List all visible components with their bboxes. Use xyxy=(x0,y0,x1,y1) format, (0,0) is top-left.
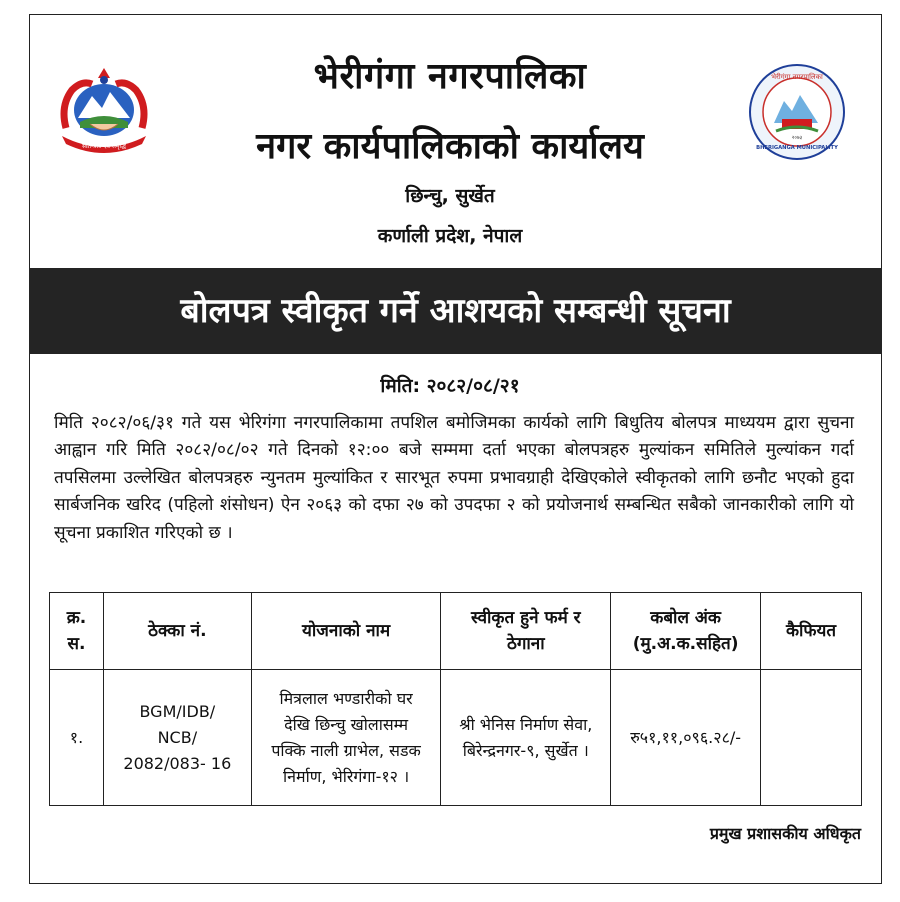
svg-text:२०७३: २०७३ xyxy=(791,135,803,141)
municipality-name: भेरीगंगा नगरपालिका xyxy=(313,56,587,97)
header-remarks: कैफियत xyxy=(761,593,862,670)
svg-text:स्वतन्त्रता एवं समृद्धि: स्वतन्त्रता एवं समृद्धि xyxy=(82,143,126,150)
header-serial-number: क्र. स. xyxy=(50,593,104,670)
notice-body: मिति २०८२/०६/३१ गते यस भेरिगंगा नगरपालिकामा तपशिल बमोजिमका कार्यको लागि बिधुतिय बोलपत्र माध्ययम द्वारा सुचना आह्वान गरि मिति २०८२/०८/०२ गते दिनको १२:०० बजे सम्ममा दर्ता भएका बोलपत्रहरु मुल्यांकन समितिले मुल्यांकन गर्दा तपसिलमा उल्लेखित बोलपत्रहरु न्युनतम मुल्यांकित र सारभूत रुपमा प्रभावग्राही देखिएकोले स्वीकृतको लागि छनौट भएको हुदा सार्बजनिक खरिद (पहिलो शंसोधन) ऐन २०६३ को दफा २७ को उपदफा २ को प्रयोजनार्थ सम्बन्धित सबैको जानकारीको लागि यो सूचना प्रकाशित गरिएको छ । xyxy=(54,413,854,543)
svg-text:BHERIGANGA MUNICIPALITY: BHERIGANGA MUNICIPALITY xyxy=(756,145,838,151)
cell-contract-number: BGM/IDB/ NCB/ 2082/083- 16 xyxy=(103,670,251,806)
bid-table xyxy=(49,592,862,806)
notice-heading: बोलपत्र स्वीकृत गर्ने आशयको सम्बन्धी सूचना xyxy=(180,291,731,331)
header-bid-amount: कबोल अंक (मु.अ.क.सहित) xyxy=(611,593,761,670)
signatory: प्रमुख प्रशासकीय अधिकृत xyxy=(709,824,861,843)
cell-approved-firm: श्री भेनिस निर्माण सेवा, बिरेन्द्रनगर-९, सुर्खेत । xyxy=(441,670,611,806)
cell-serial-number: १. xyxy=(50,670,104,806)
table-row xyxy=(50,670,862,806)
svg-text:भेरीगंगा नगरपालिका: भेरीगंगा नगरपालिका xyxy=(771,73,823,81)
address-line-2: कर्णाली प्रदेश, नेपाल xyxy=(377,225,523,247)
cell-remarks xyxy=(761,670,862,806)
table-header-row xyxy=(50,593,862,670)
notice-date: मिति: २०८२/०८/२१ xyxy=(380,375,520,397)
header-contract-number: ठेक्का नं. xyxy=(103,593,251,670)
office-name: नगर कार्यपालिकाको कार्यालय xyxy=(256,126,644,167)
header-project-name: योजनाको नाम xyxy=(251,593,441,670)
cell-project-name: मित्रलाल भण्डारीको घर देखि छिन्चु खोलासम्म पक्कि नाली ग्राभेल, सडक निर्माण, भेरिगंगा-१२ । xyxy=(251,670,441,806)
header-approved-firm: स्वीकृत हुने फर्म र ठेगाना xyxy=(441,593,611,670)
notice-heading-banner xyxy=(29,268,882,354)
address-line-1: छिन्चु, सुर्खेत xyxy=(405,185,495,207)
cell-bid-amount: रु५१,११,०९६.२८/- xyxy=(611,670,761,806)
